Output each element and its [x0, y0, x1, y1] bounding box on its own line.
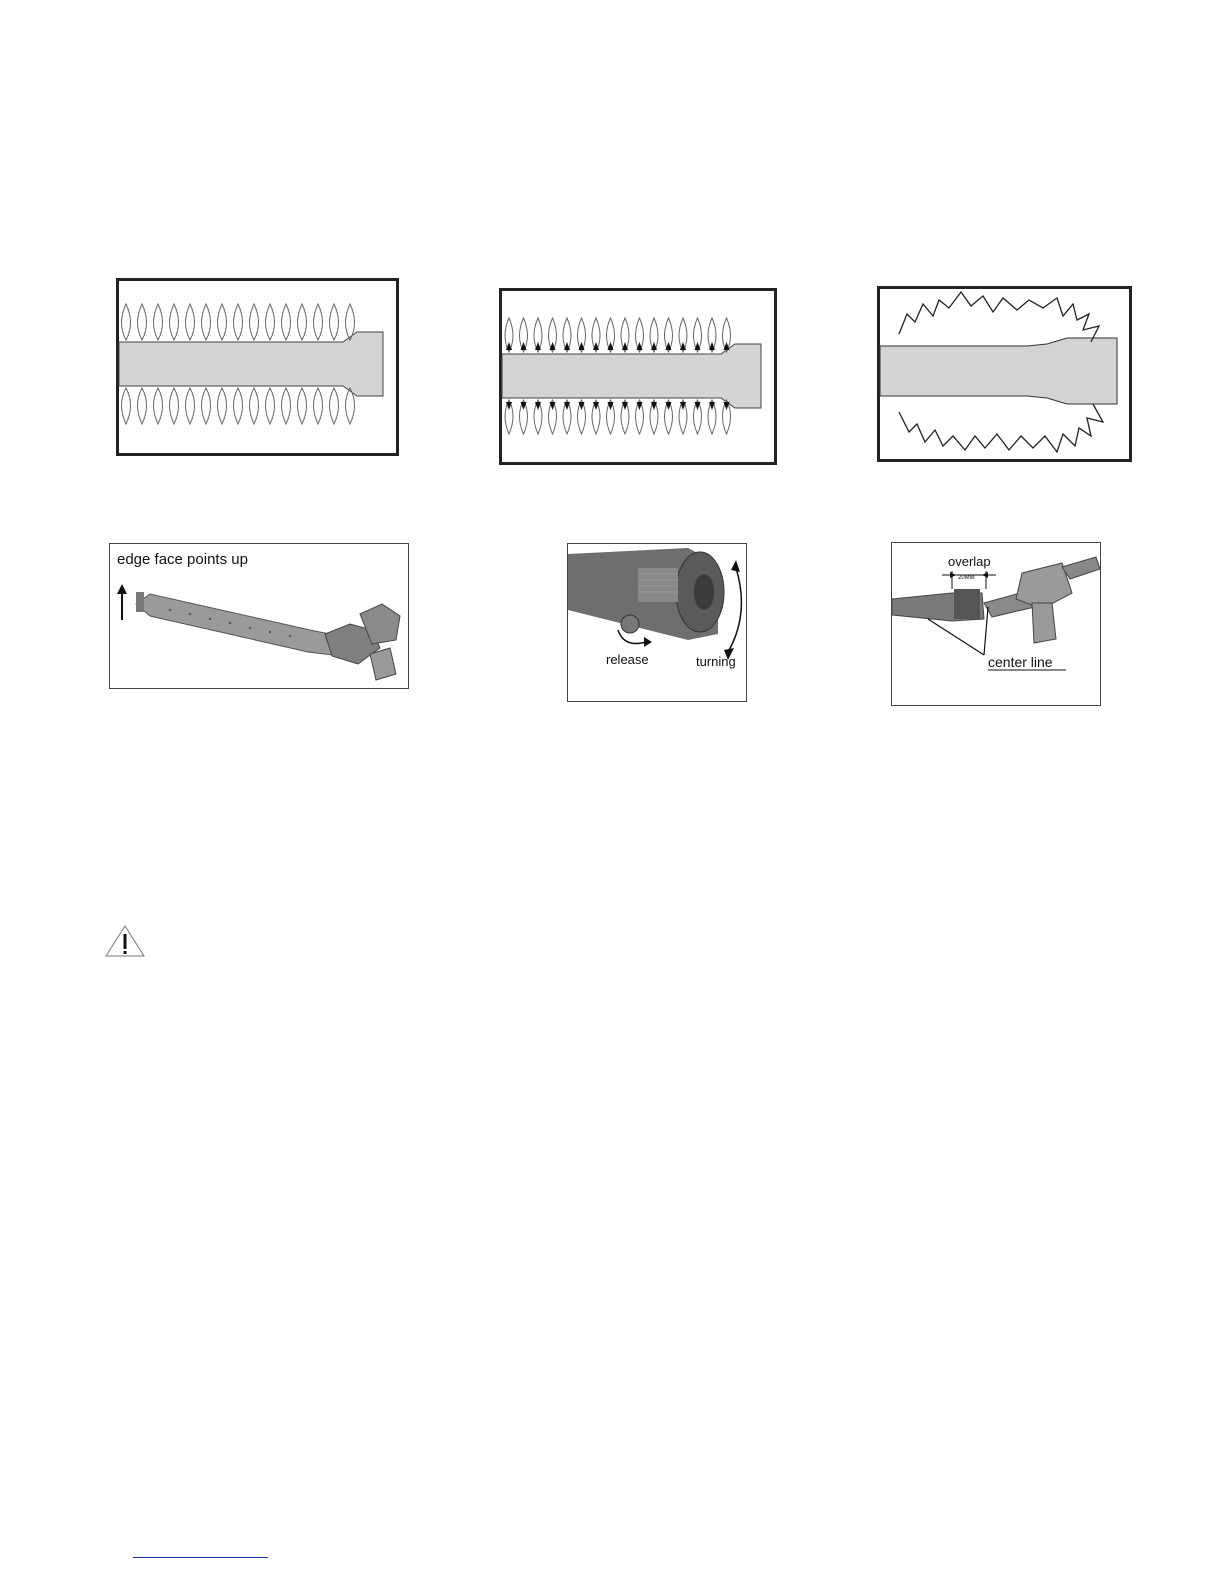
release-label: release — [606, 652, 649, 667]
valve-overlap-illustration — [892, 543, 1100, 705]
flame-yellow-tips-svg — [499, 288, 777, 465]
link-underline[interactable] — [133, 1557, 268, 1558]
overlap-label: overlap — [948, 554, 991, 569]
center-line-label: center line — [988, 654, 1053, 670]
valve-overlap-figure — [891, 542, 1101, 706]
flame-irregular-svg — [877, 286, 1132, 462]
warning-triangle-icon — [104, 924, 146, 958]
burner-install-figure — [109, 543, 409, 689]
flame-normal-svg — [116, 278, 399, 456]
arrow-up-icon — [117, 584, 127, 620]
edge-face-label: edge face points up — [117, 551, 248, 568]
air-shutter-illustration — [568, 544, 746, 701]
dimension-label: 20MM — [958, 575, 975, 581]
flame-diagram-yellow-tips — [499, 288, 777, 465]
flame-diagram-irregular — [877, 286, 1132, 462]
flame-diagram-normal — [116, 278, 399, 456]
air-shutter-figure — [567, 543, 747, 702]
burner-tube-illustration — [110, 544, 408, 688]
turning-label: turning — [696, 654, 736, 669]
